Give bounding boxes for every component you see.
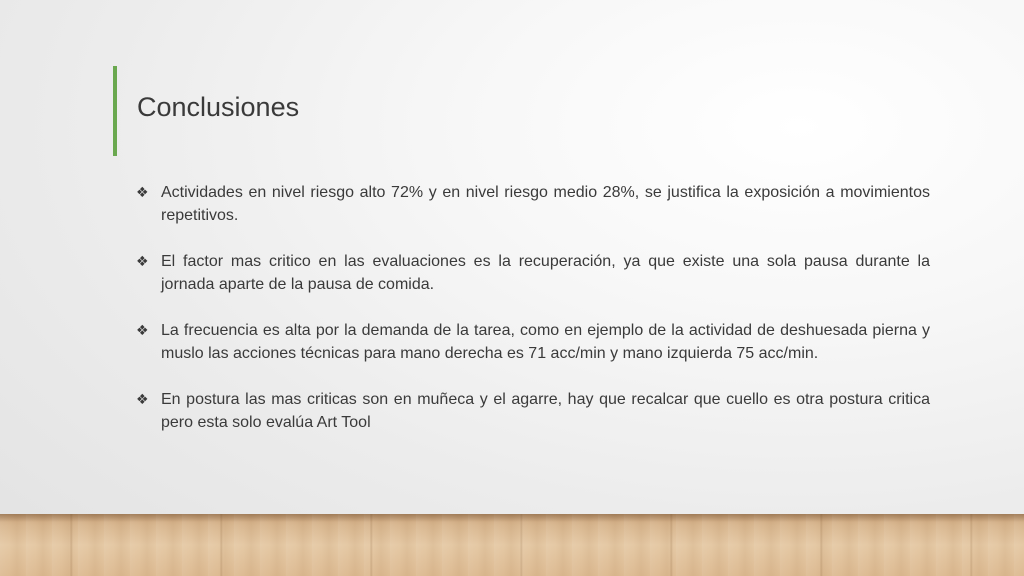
list-item — [136, 250, 930, 296]
bullet-text: El factor mas critico en las evaluaciones es la recuperación, ya que existe una sola pausa durante la jornada aparte de la pausa de comida. — [161, 253, 930, 293]
bullet-text: En postura las mas criticas son en muñeca y el agarre, hay que recalcar que cuello es otra postura critica pero esta solo evalúa Art Tool — [161, 391, 930, 431]
bullet-list — [136, 181, 930, 457]
wood-floor-decoration — [0, 514, 1024, 576]
slide-title: Conclusiones — [137, 92, 300, 122]
list-item — [136, 181, 930, 227]
list-item — [136, 319, 930, 365]
diamond-four-icon: ❖ — [136, 391, 149, 407]
diamond-four-icon: ❖ — [136, 253, 149, 269]
title-accent-bar — [113, 66, 117, 156]
bullet-text: Actividades en nivel riesgo alto 72% y en nivel riesgo medio 28%, se justifica la exposición a movimientos repetitivos. — [161, 184, 930, 224]
list-item — [136, 388, 930, 434]
diamond-four-icon: ❖ — [136, 184, 149, 200]
bullet-text: La frecuencia es alta por la demanda de la tarea, como en ejemplo de la actividad de deshuesada pierna y muslo las acciones técnicas para mano derecha es 71 acc/min y mano izquierda 75 acc/min. — [161, 322, 930, 362]
diamond-four-icon: ❖ — [136, 322, 149, 338]
floor-shadow — [0, 514, 1024, 522]
